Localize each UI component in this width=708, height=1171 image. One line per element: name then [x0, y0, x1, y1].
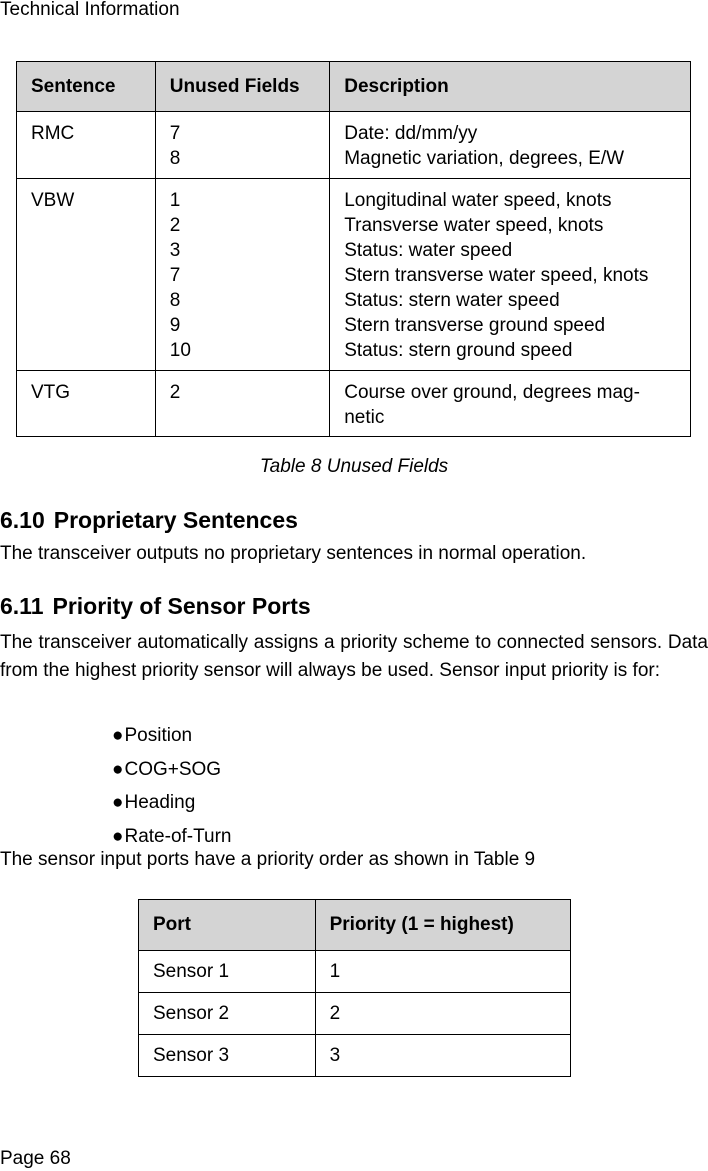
field-description: Status: water speed [344, 240, 513, 261]
table-row-vtg [17, 371, 691, 437]
bullet-icon: ● [112, 758, 124, 780]
unused-fields-cell [155, 371, 329, 437]
page-number: Page 68 [0, 1148, 71, 1169]
description-cell [330, 371, 691, 437]
section-title: Proprietary Sentences [53, 507, 298, 533]
unused-fields-table [16, 61, 691, 437]
sentence-cell: RMC [17, 112, 156, 179]
list-item [112, 753, 231, 787]
column-header-sentence: Sentence [17, 62, 156, 112]
table-header-row [139, 900, 571, 951]
list-item-text: COG+SOG [124, 758, 222, 780]
sensor-port-priority-table [138, 899, 571, 1077]
section-number: 6.10 [0, 507, 45, 533]
description-cell [330, 112, 691, 179]
list-item-text: Position [124, 725, 193, 746]
column-header-priority: Priority (1 = highest) [315, 900, 570, 951]
table-row [139, 993, 571, 1035]
field-number: 9 [169, 315, 181, 336]
port-cell: Sensor 3 [139, 1035, 316, 1077]
description-cell [330, 179, 691, 371]
field-description: Status: stern water speed [344, 290, 560, 311]
list-item [112, 719, 231, 753]
sentence-cell: VTG [17, 371, 156, 437]
field-description: Magnetic variation, degrees, E/W [344, 148, 625, 169]
section-heading-6-10 [0, 506, 298, 534]
column-header-unused-fields: Unused Fields [155, 62, 329, 112]
sensor-priority-paragraph: The transceiver automatically assigns a priority scheme to connected sensors. Data from the highest priority sensor will always be used. Sensor input priority is for: [0, 632, 708, 681]
priority-cell: 3 [315, 1035, 570, 1077]
bullet-icon: ● [112, 725, 124, 746]
section-number: 6.11 [0, 593, 44, 619]
field-description: Status: stern ground speed [344, 340, 573, 361]
table-row-vbw [17, 179, 691, 371]
field-number: 8 [169, 148, 181, 169]
field-description: Stern transverse water speed, knots [344, 265, 649, 286]
field-number: 3 [169, 240, 181, 261]
sensor-input-list [112, 719, 231, 854]
table-row [139, 1035, 571, 1077]
port-cell: Sensor 2 [139, 993, 316, 1035]
unused-fields-cell [155, 112, 329, 179]
unused-fields-cell [155, 179, 329, 371]
field-number: 8 [169, 290, 181, 311]
port-priority-paragraph: The sensor input ports have a priority order as shown in Table 9 [0, 849, 536, 870]
list-item-text: Heading [124, 792, 196, 814]
field-description: netic [344, 407, 385, 428]
field-number: 7 [169, 265, 181, 286]
field-description: Date: dd/mm/yy [344, 123, 478, 144]
table-row [139, 951, 571, 993]
priority-cell: 1 [315, 951, 570, 993]
field-number: 2 [169, 382, 181, 403]
proprietary-sentences-paragraph: The transceiver outputs no proprietary sentences in normal operation. [0, 543, 587, 564]
field-description: Course over ground, degrees mag- [344, 382, 640, 403]
field-description: Transverse water speed, knots [344, 215, 604, 236]
field-description: Longitudinal water speed, knots [344, 190, 612, 211]
sentence-cell: VBW [17, 179, 156, 371]
field-number: 10 [169, 340, 191, 361]
running-header: Technical Information [0, 0, 180, 20]
priority-cell: 2 [315, 993, 570, 1035]
bullet-icon: ● [112, 792, 124, 814]
field-number: 1 [169, 190, 181, 211]
list-item [112, 786, 231, 820]
column-header-description: Description [330, 62, 691, 112]
field-number: 2 [169, 215, 181, 236]
table-row-rmc [17, 112, 691, 179]
column-header-port: Port [139, 900, 316, 951]
port-cell: Sensor 1 [139, 951, 316, 993]
section-title: Priority of Sensor Ports [52, 593, 311, 619]
list-item-text: Rate-of-Turn [124, 826, 232, 848]
section-heading-6-11 [0, 592, 311, 620]
field-number: 7 [169, 123, 181, 144]
field-description: Stern transverse ground speed [344, 315, 606, 336]
bullet-icon: ● [112, 826, 124, 848]
table-8-caption: Table 8 Unused Fields [259, 456, 449, 477]
table-header-row [17, 62, 691, 112]
